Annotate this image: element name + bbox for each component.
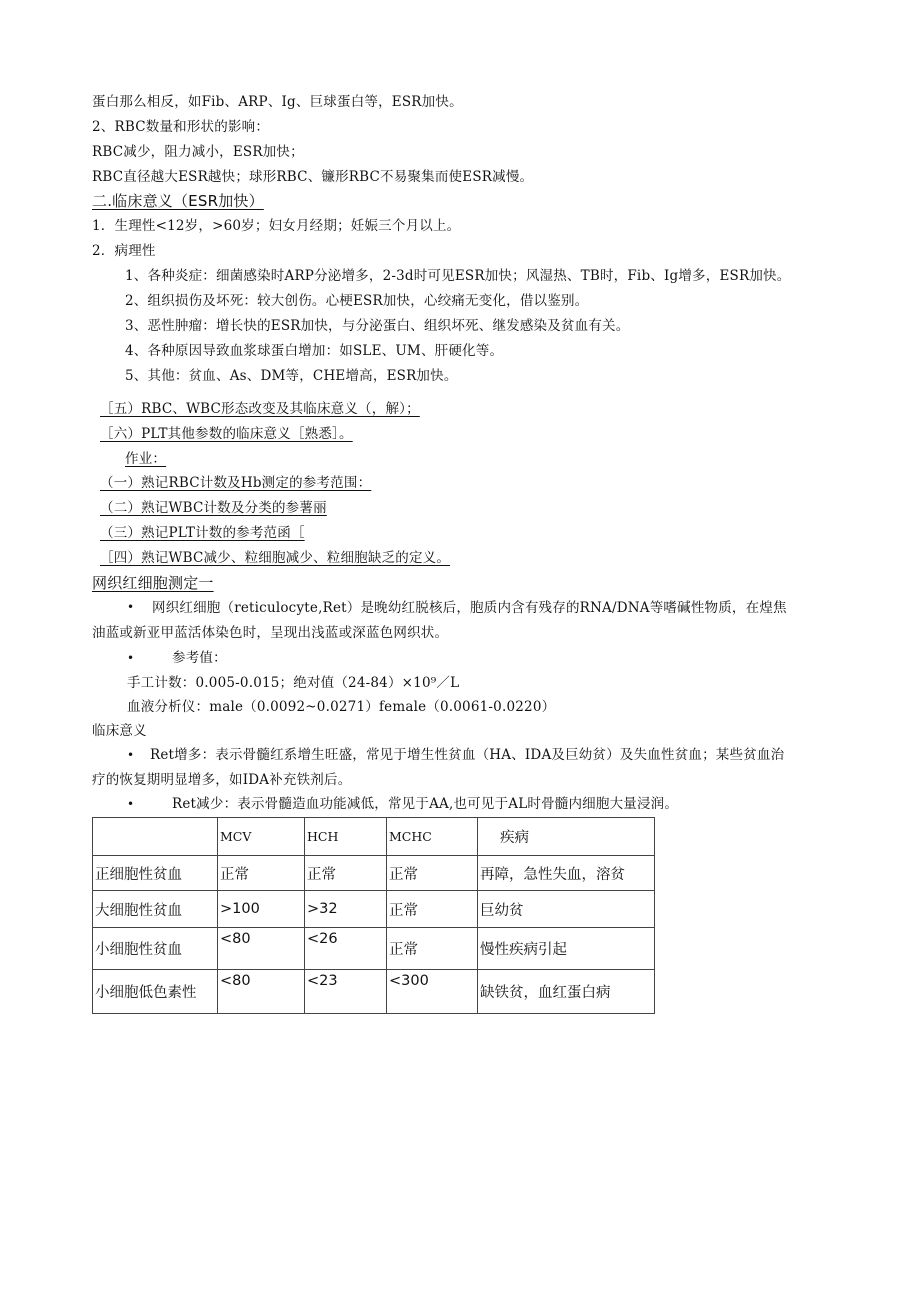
table-cell: >32 — [305, 891, 387, 928]
anemia-classification-table — [92, 817, 655, 1014]
table-cell: >100 — [218, 891, 305, 928]
table-cell: 大细胞性贫血 — [93, 891, 218, 928]
table-cell: 再障，急性失血，溶贫 — [478, 856, 655, 891]
reference-manual: 手工计数：0.005-0.015；绝对值（24-84）×10⁹／L — [127, 675, 460, 691]
pathology-item: 3、恶性肿瘤：增长快的ESR加快，与分泌蛋白、组织坏死、继发感染及贫血有关。 — [125, 318, 630, 334]
clinical-significance-title: 临床意义 — [92, 723, 147, 739]
ret-increase: Ret增多：表示骨髓红系增生旺盛，常见于增生性贫血（HA、IDA及巨幼贫）及失血性贫血；某些贫血治 — [150, 747, 785, 763]
homework-item: （三）熟记PLT计数的参考范函［ — [100, 525, 305, 541]
bullet-icon: • — [127, 797, 135, 811]
paragraph-line: RBC减少，阻力减小，ESR加快； — [92, 144, 304, 160]
table-cell: <26 — [305, 928, 387, 970]
ret-increase-cont: 疗的恢复期明显增多，如IDA补充铁剂后。 — [92, 772, 352, 788]
table-cell: 巨幼贫 — [478, 891, 655, 928]
table-row — [93, 928, 655, 970]
table-cell: <80 — [218, 970, 305, 1014]
pathology-item: 2、组织损伤及坏死：较大创伤。心梗ESR加快，心绞痛无变化，借以鉴别。 — [125, 293, 589, 309]
pathology-item: 5、其他：贫血、As、DM等，CHE增高，ESR加快。 — [125, 368, 458, 384]
list-item-physiological: 1．生理性<12岁，>60岁；妇女月经期；妊娠三个月以上。 — [92, 218, 461, 234]
homework-item: ［四）熟记WBC减少、粒细胞减少、粒细胞缺乏的定义。 — [100, 550, 451, 566]
reference-analyzer: 血液分析仪：male（0.0092~0.0271）female（0.0061-0.0220） — [127, 699, 556, 715]
topic-line: ［五）RBC、WBC形态改变及其临床意义（，解）； — [100, 401, 420, 417]
table-cell: 小细胞性贫血 — [93, 928, 218, 970]
table-row — [93, 970, 655, 1014]
list-item-pathological: 2．病理性 — [92, 243, 156, 259]
topic-line: ［六）PLT其他参数的临床意义［熟悉］。 — [100, 426, 353, 442]
table-cell: 缺铁贫，血红蛋白病 — [478, 970, 655, 1014]
reticulocyte-definition-cont: 油蓝或新亚甲蓝活体染色时，呈现出浅蓝或深蓝色网织状。 — [92, 625, 449, 641]
table-header-mcv: MCV — [218, 818, 305, 856]
table-cell: 正常 — [387, 928, 478, 970]
table-cell: <300 — [387, 970, 478, 1014]
bullet-icon: • — [127, 748, 135, 762]
table-row — [93, 856, 655, 891]
reticulocyte-definition: 网织红细胞（reticulocyte,Ret）是晚幼红脱核后，胞质内含有残存的RNA/DNA等嗜碱性物质，在煌焦 — [152, 600, 787, 616]
table-cell: 慢性疾病引起 — [478, 928, 655, 970]
pathology-item: 1、各种炎症：细菌感染时ARP分泌增多，2-3d时可见ESR加快；风湿热、TB时，Fib、Ig增多，ESR加快。 — [125, 268, 791, 284]
ret-decrease: Ret减少：表示骨髓造血功能减低，常见于AA,也可见于AL时骨髓内细胞大量浸润。 — [172, 796, 679, 812]
table-cell: 正常 — [387, 891, 478, 928]
table-header-hch: HCH — [305, 818, 387, 856]
homework-item: （二）熟记WBC计数及分类的参薯丽 — [100, 500, 327, 516]
table-row — [93, 891, 655, 928]
table-cell: 小细胞低色素性 — [93, 970, 218, 1014]
paragraph-line: 蛋白那么相反，如Fib、ARP、Ig、巨球蛋白等，ESR加快。 — [92, 94, 463, 110]
table-cell: <80 — [218, 928, 305, 970]
reference-label: 参考值： — [172, 650, 227, 666]
paragraph-line: RBC直径越大ESR越快；球形RBC、镰形RBC不易聚集而使ESR减慢。 — [92, 169, 534, 185]
homework-title: 作业： — [125, 451, 167, 467]
paragraph-line: 2、RBC数量和形状的影响： — [92, 119, 270, 135]
section-heading-clinical-significance: 二.临床意义（ESR加快） — [92, 192, 264, 210]
table-cell: 正常 — [305, 856, 387, 891]
bullet-icon: • — [127, 600, 135, 614]
section-heading-reticulocyte: 网织红细胞测定一 — [92, 574, 214, 592]
table-header-mchc: MCHC — [387, 818, 478, 856]
table-cell: 正细胞性贫血 — [93, 856, 218, 891]
pathology-item: 4、各种原因导致血浆球蛋白增加：如SLE、UM、肝硬化等。 — [125, 343, 504, 359]
bullet-icon: • — [127, 651, 135, 665]
table-cell: 正常 — [218, 856, 305, 891]
table-header-row — [93, 818, 655, 856]
table-header-cell — [93, 818, 218, 856]
table-cell: 正常 — [387, 856, 478, 891]
table-header-disease: 疾病 — [478, 818, 655, 856]
homework-item: （一）熟记RBC计数及Hb测定的参考范围： — [100, 475, 372, 491]
table-cell: <23 — [305, 970, 387, 1014]
